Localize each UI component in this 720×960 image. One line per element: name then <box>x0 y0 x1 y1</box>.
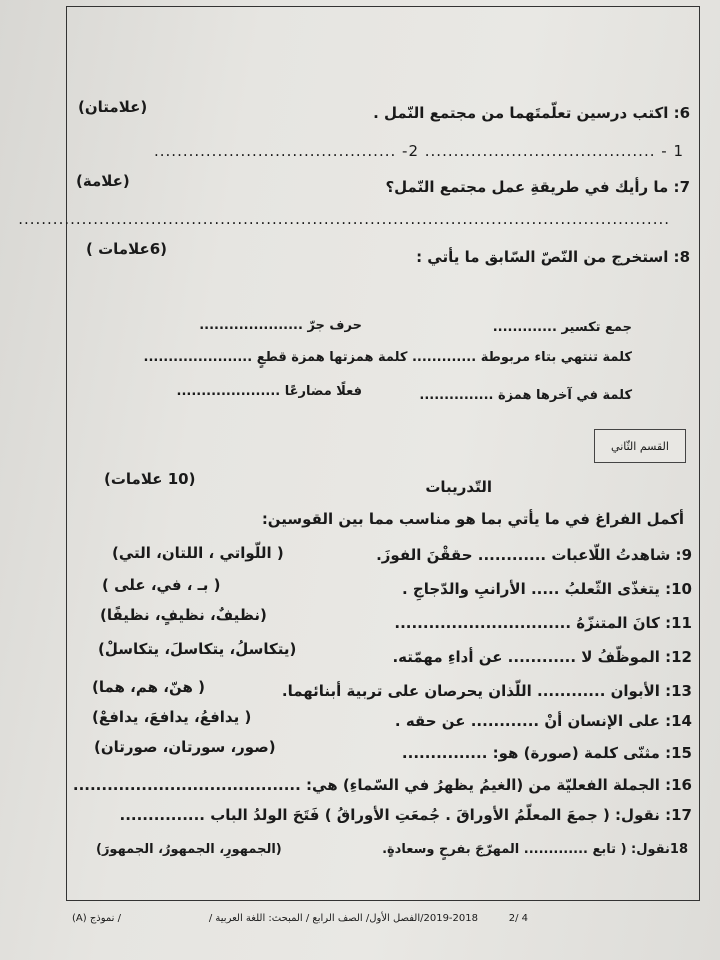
footer-page-number: 4 /2 <box>508 913 528 924</box>
options-11: (نظيفٌ، نظيفٍ، نظيفًا) <box>100 606 267 624</box>
question-17: 17: نقول: ( جمعَ المعلّمُ الأوراقَ . جُمعَتِ الأوراقُ ) فَتَحَ الولدُ الباب ............... <box>119 806 692 824</box>
q8-item-verb: فعلًا مضارعًا ..................... <box>176 384 362 399</box>
question-7: 7: ما رأيك في طريقةِ عمل مجتمع النّمل؟ <box>385 178 690 196</box>
question-13: 13: الأبوان ............ اللّذان يحرصان على تربية أبنائهما. <box>281 682 692 700</box>
drills-title: التّدريبات <box>425 478 492 496</box>
options-15: (صور، سورتان، صورتان) <box>94 738 276 756</box>
marks-q8: (6علامات ) <box>86 240 168 258</box>
options-14: ( يدافعُ، يدافعَ، يدافعْ) <box>92 708 252 726</box>
question-6: 6: اكتب درسين تعلّمتَهما من مجتمع النّمل . <box>373 104 690 122</box>
drills-marks: (10 علامات) <box>104 470 196 488</box>
q8-item-preposition: حرف جرّ ..................... <box>199 318 362 333</box>
marks-q6: (علامتان) <box>78 98 148 116</box>
footer-model: / نموذج (A) <box>72 913 122 924</box>
question-12: 12: الموظّفُ لا ............ عن أداءِ مهمّته. <box>392 648 692 666</box>
question-18: 18نقول: ( تابع ............. المهرّجَ بفرحٍ وسعادةٍ. <box>382 842 688 857</box>
answer-line-q7: ................................................................................................................. <box>18 210 670 228</box>
question-16: 16: الجملة الفعليّة من (الغيمُ يظهرُ في السّماءِ) هي: ........................................ <box>72 776 692 794</box>
options-12: (يتكاسلُ، يتكاسلَ، يتكاسلْ) <box>98 640 297 658</box>
question-15: 15: مثنّى كلمة (صورة) هو: ............... <box>401 744 692 762</box>
marks-q7: (علامة) <box>76 172 130 190</box>
options-18: (الجمهورِ، الجمهورُ، الجمهورَ) <box>96 842 282 857</box>
section-two-label: القسم الثّاني <box>594 429 686 463</box>
question-11: 11: كانَ المتنزّهُ ............................... <box>394 614 692 632</box>
options-9: ( اللّواتي ، اللتان، التي) <box>112 544 284 562</box>
question-10: 10: يتغذّى الثّعلبُ ..... الأرانبِ والدّجاجِ . <box>401 580 692 598</box>
q8-item-taa-hamza: كلمة تنتهي بتاء مربوطة ............. كلمة همزتها همزة قطعٍ ...................... <box>143 350 632 365</box>
options-13: ( هنّ، هم، هما) <box>92 678 205 696</box>
answer-line-q6: 1 - ........................................ 2- .......................................... <box>154 142 684 160</box>
q8-item-end-hamza: كلمة في آخرها همزة ............... <box>419 388 632 403</box>
q8-item-plural: جمع تكسير ............. <box>492 320 632 335</box>
options-10: ( بـ ، في، على ) <box>102 576 221 594</box>
drills-instruction: أكمل الفراغ في ما يأتي بما هو مناسب مما بين القوسين: <box>261 510 684 528</box>
question-9: 9: شاهدتُ اللّاعبات ............ حققْنَ الفوزَ. <box>376 546 692 564</box>
footer-course-info: 2019-2018/الفصل الأول/ الصف الرابع / المبحث: اللغة العربية / <box>208 913 478 924</box>
question-14: 14: على الإنسان أنْ ............ عن حقه . <box>394 712 692 730</box>
question-8: 8: استخرج من النّصّ السّابق ما يأتي : <box>416 248 690 266</box>
